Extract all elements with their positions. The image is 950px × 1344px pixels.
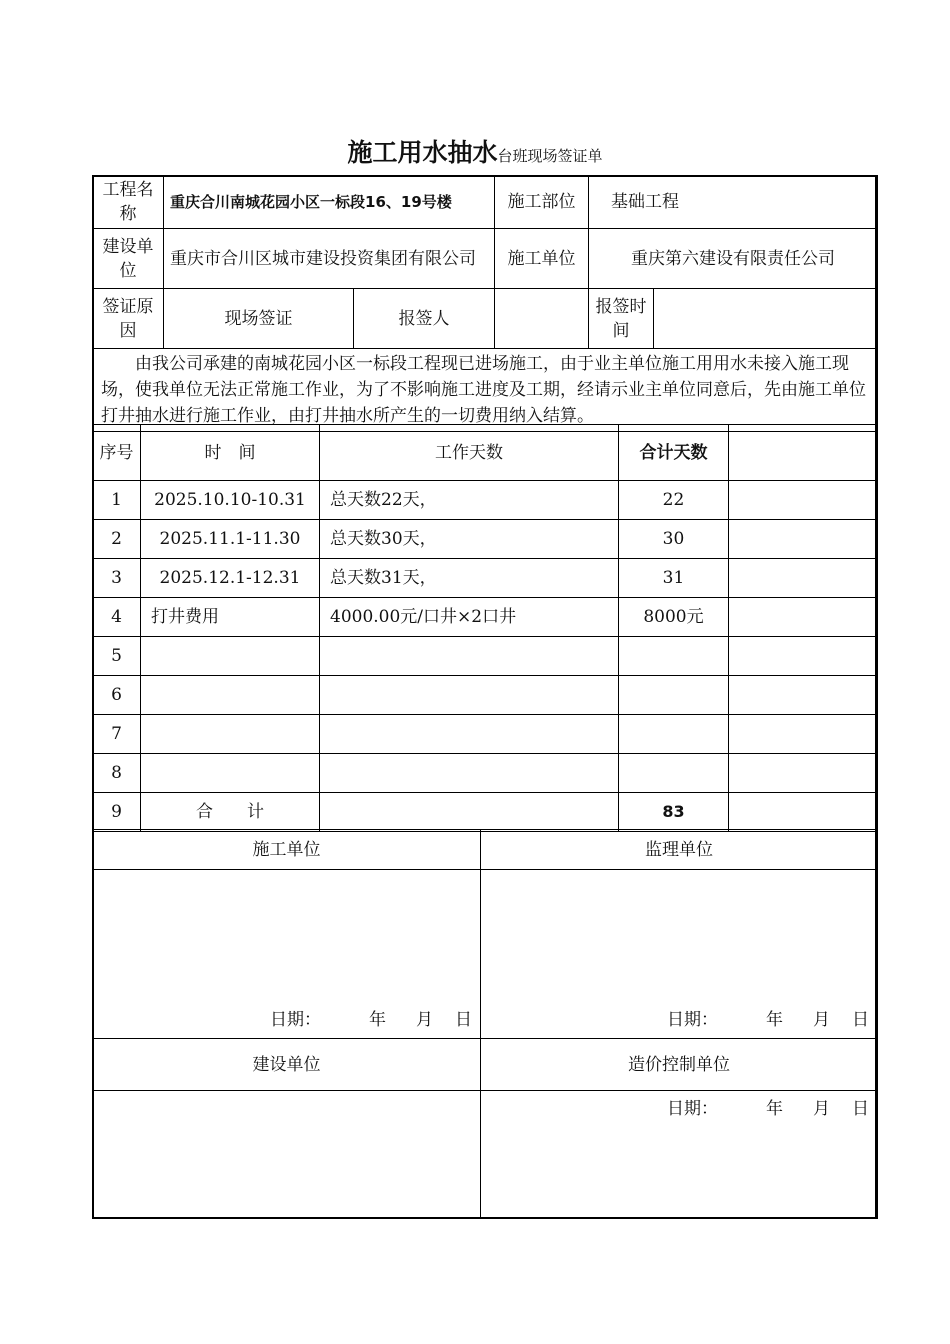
sum-label: 合 计	[141, 793, 320, 832]
report-time-label: 报签时间	[589, 289, 654, 348]
row-time: 2025.11.1-11.30	[141, 520, 320, 559]
day-label: 日	[852, 1010, 869, 1030]
reporter-label: 报签人	[354, 289, 495, 349]
project-name-label: 工程名称	[93, 176, 164, 229]
row-work: 总天数30天，	[320, 520, 619, 559]
contractor-value: 重庆第六建设有限责任公司	[589, 229, 878, 289]
description-text: 由我公司承建的南城花园小区一标段工程现已进场施工，由于业主单位施工用用水未接入施工现场，使我单位无法正常施工作业，为了不影响施工进度及工期，经请示业主单位同意后，先由施工单位打井抽水进行施工作业，由打井抽水所产生的一切费用纳入结算。	[93, 349, 878, 432]
row-no: 3	[93, 559, 141, 598]
supervisor-sign-label: 监理单位	[481, 830, 878, 870]
contractor-label: 施工单位	[495, 229, 589, 289]
row-total: 22	[619, 481, 729, 520]
row-total: 8000元	[619, 598, 729, 637]
col-header-totaldays: 合计天数	[619, 425, 729, 481]
row-work: 总天数31天，	[320, 559, 619, 598]
month-label: 月	[813, 1010, 830, 1030]
construction-part-label: 施工部位	[495, 176, 589, 229]
day-label: 日	[455, 1010, 472, 1030]
contractor-sign-label: 施工单位	[93, 830, 481, 870]
owner-value: 重庆市合川区城市建设投资集团有限公司	[164, 229, 495, 289]
owner-label: 建设单位	[93, 229, 164, 289]
row-no: 5	[93, 637, 141, 676]
project-name-value: 重庆合川南城花园小区一标段16、19号楼	[164, 176, 495, 229]
reason-label: 签证原因	[93, 289, 164, 349]
year-label: 年	[766, 1010, 783, 1030]
title-suffix: 台班现场签证单	[497, 147, 603, 165]
col-header-time: 时 间	[141, 425, 320, 481]
date-label: 日期：	[667, 1010, 718, 1030]
row-time: 2025.10.10-10.31	[141, 481, 320, 520]
row-time: 打井费用	[141, 598, 320, 637]
row-no: 2	[93, 520, 141, 559]
col-header-no: 序号	[93, 425, 141, 481]
day-label: 日	[852, 1099, 869, 1119]
sum-total: 83	[619, 793, 729, 832]
col-header-workdays: 工作天数	[320, 425, 619, 481]
cost-control-sign-label: 造价控制单位	[481, 1039, 878, 1091]
row-work: 总天数22天，	[320, 481, 619, 520]
outer-frame	[92, 175, 877, 1219]
row-no: 7	[93, 715, 141, 754]
sum-no: 9	[93, 793, 141, 832]
date-label: 日期：	[270, 1010, 321, 1030]
date-label: 日期：	[667, 1099, 718, 1119]
row-total: 31	[619, 559, 729, 598]
owner-sign-label: 建设单位	[93, 1039, 481, 1091]
year-label: 年	[766, 1099, 783, 1119]
row-time: 2025.12.1-12.31	[141, 559, 320, 598]
title-main: 施工用水抽水	[347, 138, 498, 167]
month-label: 月	[813, 1099, 830, 1119]
month-label: 月	[416, 1010, 433, 1030]
row-total: 30	[619, 520, 729, 559]
row-no: 8	[93, 754, 141, 793]
row-no: 1	[93, 481, 141, 520]
row-no: 6	[93, 676, 141, 715]
page-title	[0, 133, 950, 169]
row-work: 4000.00元/口井×2口井	[320, 598, 619, 637]
construction-part-value: 基础工程	[589, 176, 878, 229]
reason-value: 现场签证	[164, 289, 354, 349]
row-no: 4	[93, 598, 141, 637]
year-label: 年	[369, 1010, 386, 1030]
